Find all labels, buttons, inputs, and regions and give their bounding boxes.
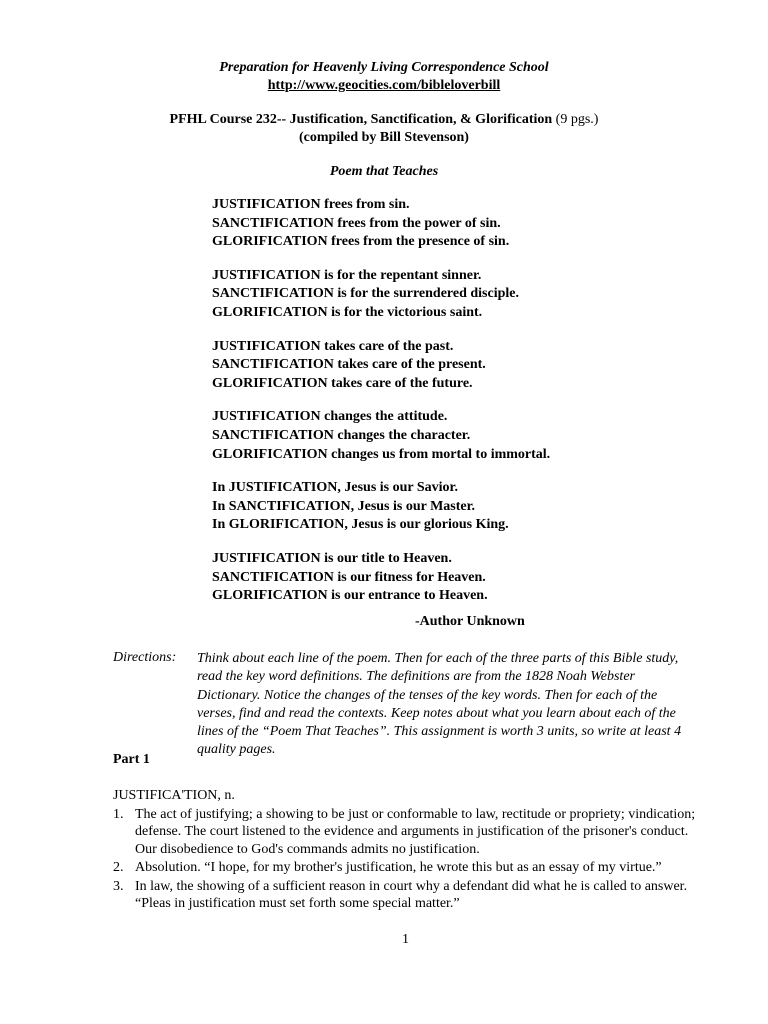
definition-number: 3. [113,878,124,894]
poem-stanza [212,338,550,394]
definition-term: JUSTIFICA'TION, n. [113,788,235,803]
poem-stanza [212,408,550,464]
poem-line: In SANCTIFICATION, Jesus is our Master. [212,498,476,514]
directions-label: Directions: [113,650,177,665]
course-title: PFHL Course 232-- Justification, Sanctification, & Glorification [169,112,553,127]
poem-line: JUSTIFICATION takes care of the past. [212,338,454,354]
poem-line: GLORIFICATION frees from the presence of sin. [212,234,510,250]
poem-body [212,196,550,621]
definition-item [113,878,713,913]
poem-line: GLORIFICATION is our entrance to Heaven. [212,588,488,604]
poem-stanza [212,550,550,606]
school-title: Preparation for Heavenly Living Correspondence School [219,60,549,75]
definition-text: Absolution. “I hope, for my brother's justification, he wrote this but as an essay of my virtue.” [135,860,662,876]
page-count: (9 pgs.) [555,112,599,127]
directions-text: Think about each line of the poem. Then for each of the three parts of this Bible study, read the key word definitions. The definitions are from the 1828 Noah Webster Dictionary. Notice the changes of the tenses of the key words. Then for each of the verses, find and read the contexts. Keep notes about what you learn about each of the lines of the “Poem That Teaches”. This assignment is worth 3 units, so write at least 4 quality pages. [197,651,682,758]
poem-line: SANCTIFICATION is for the surrendered disciple. [212,286,519,302]
poem-line: In GLORIFICATION, Jesus is our glorious King. [212,517,509,533]
definition-item [113,806,713,858]
poem-line: GLORIFICATION takes care of the future. [212,375,473,391]
course-title-line [0,112,768,128]
poem-line: JUSTIFICATION changes the attitude. [212,409,448,425]
poem-stanza [212,479,550,535]
school-url-link[interactable]: http://www.geocities.com/bibleloverbill [267,78,501,93]
definition-item [113,859,713,876]
poem-line: In JUSTIFICATION, Jesus is our Savior. [212,480,458,496]
poem-line: SANCTIFICATION takes care of the present. [212,357,486,373]
poem-stanza [212,267,550,323]
definition-number: 2. [113,860,124,876]
poem-line: JUSTIFICATION frees from sin. [212,197,410,212]
poem-author: -Author Unknown [415,614,525,629]
poem-stanza [212,196,550,252]
poem-line: GLORIFICATION changes us from mortal to immortal. [212,446,551,462]
compiler-line: (compiled by Bill Stevenson) [299,130,469,145]
poem-title: Poem that Teaches [329,164,439,179]
definition-list [113,806,713,913]
school-url-wrap [0,78,768,94]
poem-line: SANCTIFICATION frees from the power of sin. [212,215,501,231]
poem-line: SANCTIFICATION changes the character. [212,427,471,443]
poem-line: GLORIFICATION is for the victorious saint. [212,304,483,320]
definition-text: In law, the showing of a sufficient reason in court why a defendant did what he is called to answer. “Pleas in justification must set forth some special matter.” [135,878,688,912]
poem-line: JUSTIFICATION is for the repentant sinner. [212,267,482,283]
poem-line: SANCTIFICATION is our fitness for Heaven. [212,569,486,585]
definition-number: 1. [113,807,124,822]
poem-line: JUSTIFICATION is our title to Heaven. [212,550,452,566]
page-number: 1 [402,932,409,947]
definition-text: The act of justifying; a showing to be just or conformable to law, rectitude or propriety; vindication; defense. The court listened to the evidence and arguments in justification of the prisoner's conduct. Our disobedience to God's commands admits no justification. [135,807,696,857]
part-heading: Part 1 [113,752,150,767]
